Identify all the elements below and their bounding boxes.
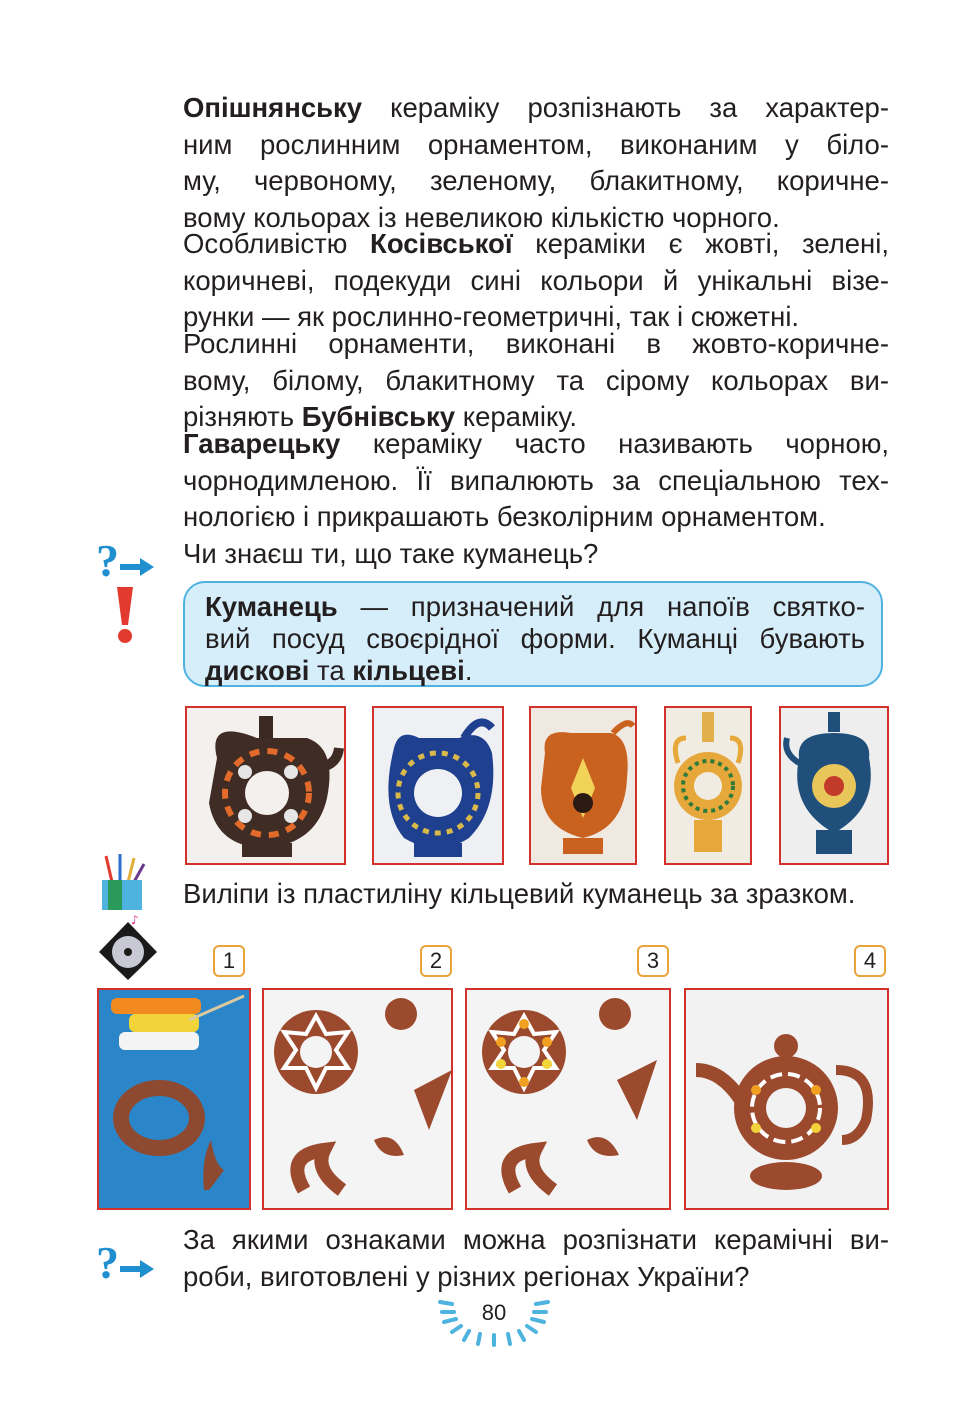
step-photo-3 xyxy=(465,988,671,1210)
term-kosiv: Косівської xyxy=(370,228,513,259)
term-kumanets: Куманець xyxy=(205,591,338,622)
task-instruction: Виліпи із пластиліну кільцевий куманець за зразком. xyxy=(183,878,856,909)
paragraph-opishnia: Опішнянську кераміку розпізнають за характер- ним рослинним орнаментом, виконаним у біло- му, червоному, зеленому, блакитному, коричне- вому кольорах із невеликою кількістю чорного. xyxy=(183,92,889,233)
svg-text:?: ? xyxy=(96,535,119,584)
question-kumanets: Чи знаєш ти, що таке куманець? xyxy=(183,538,599,569)
definition-callout: Куманець — призначений для напоїв святко- вий посуд своєрідної форми. Куманці бувають дискові та кільцеві. xyxy=(183,581,883,687)
svg-text:♪: ♪ xyxy=(131,913,139,927)
paragraph-havarechchyna: Гаварецьку кераміку часто називають чорною, чорнодимленою. Її випалюють за спеціальною тех- нологією і прикрашають безколірним орнаментом. xyxy=(183,428,889,532)
svg-text:?: ? xyxy=(96,1237,119,1286)
step-photo-1 xyxy=(97,988,251,1210)
paragraph-bubniv: Рослинні орнаменти, виконані в жовто-коричне- вому, білому, блакитному та сірому кольорах ви- різняють Бубнівську кераміку. xyxy=(183,328,889,432)
step-photo-2 xyxy=(262,988,453,1210)
paragraph-kosiv: Особливістю Косівської кераміки є жовті, зелені, коричневі, подекуди сині кольори й унікальні візе- рунки — як рослинно-геометричні, так і сюжетні. xyxy=(183,228,889,332)
kumanets-photo-4 xyxy=(664,706,752,865)
kumanets-photo-1 xyxy=(185,706,346,865)
term-opishnia: Опішнянську xyxy=(183,92,363,123)
step-number-4: 4 xyxy=(854,945,886,977)
term-havarechchyna: Гаварецьку xyxy=(183,428,341,459)
question-arrow-icon xyxy=(94,534,158,584)
kumanets-photo-3 xyxy=(529,706,637,865)
pencil-cup-icon xyxy=(98,852,150,912)
question-regions: За якими ознаками можна розпізнати керамічні ви- роби, виготовлені у різних регіонах України? xyxy=(183,1224,889,1292)
step-number-2: 2 xyxy=(420,945,452,977)
step-photo-4 xyxy=(684,988,889,1210)
kumanets-photo-2 xyxy=(372,706,504,865)
page-number: 80 xyxy=(481,1300,507,1325)
cd-icon xyxy=(95,912,161,982)
step-number-3: 3 xyxy=(637,945,669,977)
exclamation-icon xyxy=(112,585,138,645)
term-bubniv: Бубнівську xyxy=(301,401,456,432)
kumanets-photo-5 xyxy=(779,706,889,865)
step-number-1: 1 xyxy=(213,945,245,977)
question-arrow-icon-2 xyxy=(94,1236,158,1286)
